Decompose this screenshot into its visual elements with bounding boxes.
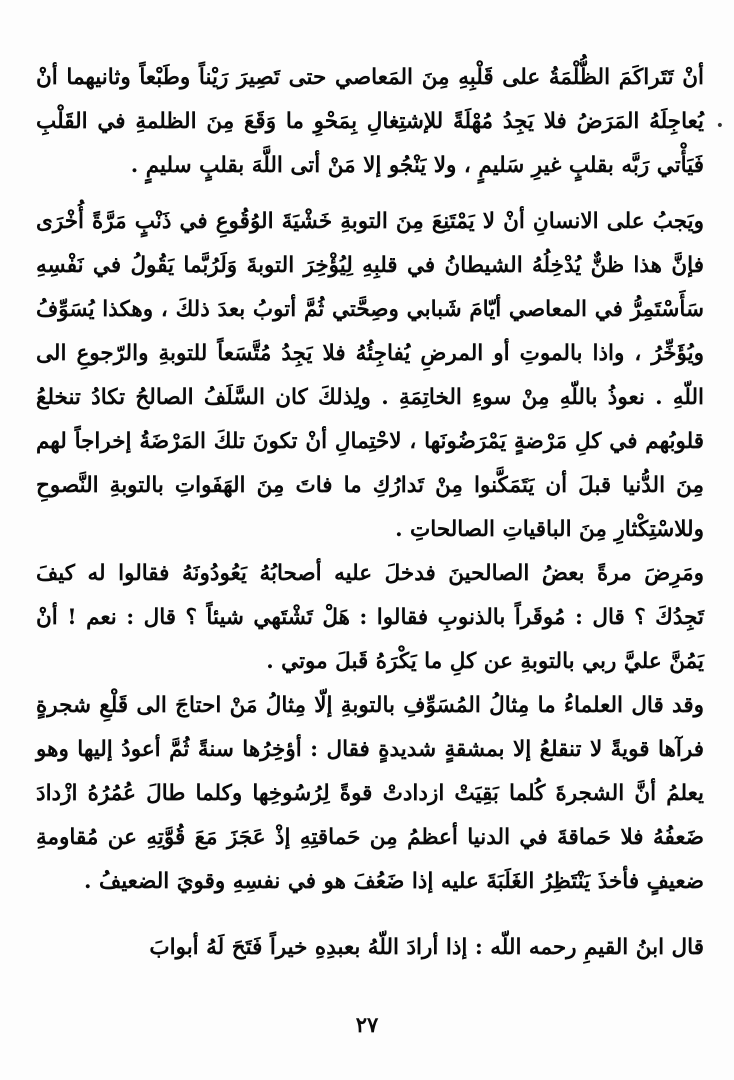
body-text (36, 56, 704, 970)
margin-mark: • (715, 118, 724, 134)
paragraph-1: أنْ تَتَراكَمَ الظُّلْمَةُ على قَلْبِهِ مِنَ المَعاصي حتى تَصِيرَ رَيْناً وطَبْعاً وثانيهما أنْ يُعاجِلَهُ المَرَضُ فلا يَجِدُ مُهْلَةً للإشتِغالِ بِمَحْوِ ما وَقَعَ مِنَ الظلمةِ في القَلْبِ فَيَأْتي رَبَّه بقلبٍ غيرِ سَليمٍ ، ولا يَنْجُو إلا مَنْ أتى اللَّهَ بقلبٍ سليمٍ . (36, 65, 704, 178)
paragraph-4: وقد قال العلماءُ ما مِثالُ المُسَوِّفِ بالتوبةِ إلّا مِثالُ مَنْ احتاجَ الى قَلْعِ شجرةٍ فرآها قويةً لا تنقلعُ إلا بمشقةٍ شديدةٍ فقال : أؤخِرُها سنةً ثُمَّ أعودُ إليها وهو يعلمُ أنَّ الشجرةَ كُلما بَقِيَتْ ازدادتْ قوةً لِرُسُوخِها وكلما طالَ عُمُرُهُ ازْدادَ ضَعفُهُ فلا حَماقةَ في الدنيا أعظمُ مِن حَماقتِهِ إذْ عَجَزَ مَعَ قُوَّتِهِ عن مُقاومةِ ضعيفٍ فأخذَ يَنْتَظِرُ الغَلَبَةَ عليه إذا ضَعُفَ هو في نفسِهِ وقويَ الضعيفُ . (36, 693, 704, 894)
page-number: ٢٧ (355, 1012, 379, 1037)
paragraph-3: ومَرِضَ مرةً بعضُ الصالحينَ فدخلَ عليه أصحابُهُ يَعُودُونَهُ فقالوا له كيفَ تَجِدُكَ ؟ قال : مُوقَراً بالذنوبِ فقالوا : هَلْ تَشْتَهي شيئاً ؟ قال : نعم ! أنْ يَمُنَّ عليَّ ربي بالتوبةِ عن كلِ ما يَكْرَهُ قَبلَ موتي . (36, 561, 704, 674)
paragraph-2: ويَجبُ على الانسانِ أنْ لا يَمْتَنِعَ مِنَ التوبةِ خَشْيَةَ الوُقُوعِ في ذَنْبٍ مَرَّةً أُخْرَى فإنَّ هذا ظنٌّ يُدْخِلُهُ الشيطانُ في قلبِهِ لِيُؤْخِرَ التوبةَ وَلَرُبَّما يَقُولُ في نَفْسِهِ سَأَسْتَمِرُّ في المعاصي أيّامَ شَبابي وصِحَّتي ثُمَّ أتوبُ بعدَ ذلكَ ، وهكذا يُسَوِّفُ ويُؤَخِّرُ ، واذا بالموتِ أو المرضِ يُفاجِئُهُ فلا يَجِدُ مُتَّسَعاً للتوبةِ والرّجوعِ الى اللّهِ . نعوذُ باللّهِ مِنْ سوءِ الخاتِمَةِ . ولِذلكَ كان السَّلَفُ الصالحُ تكادُ تنخلعُ قلوبُهم في كلِ مَرْضةٍ يَمْرَضُونَها ، لاحْتِمالِ أنْ تكونَ تلكَ المَرْضَةُ إخراجاً لهم مِنَ الدُّنيا قبلَ أن يَتَمَكَّنوا مِنْ تَدارُكِ ما فاتَ مِنَ الهَفَواتِ بالتوبةِ النَّصوحِ وللاسْتِكْثارِ مِنَ الباقياتِ الصالحاتِ . (36, 209, 704, 542)
paragraph-5: قال ابنُ القيمِ رحمه اللّه : إذا أرادَ اللّهُ بعبدِهِ خيراً فَتَحَ لَهُ أبوابَ (149, 935, 704, 960)
